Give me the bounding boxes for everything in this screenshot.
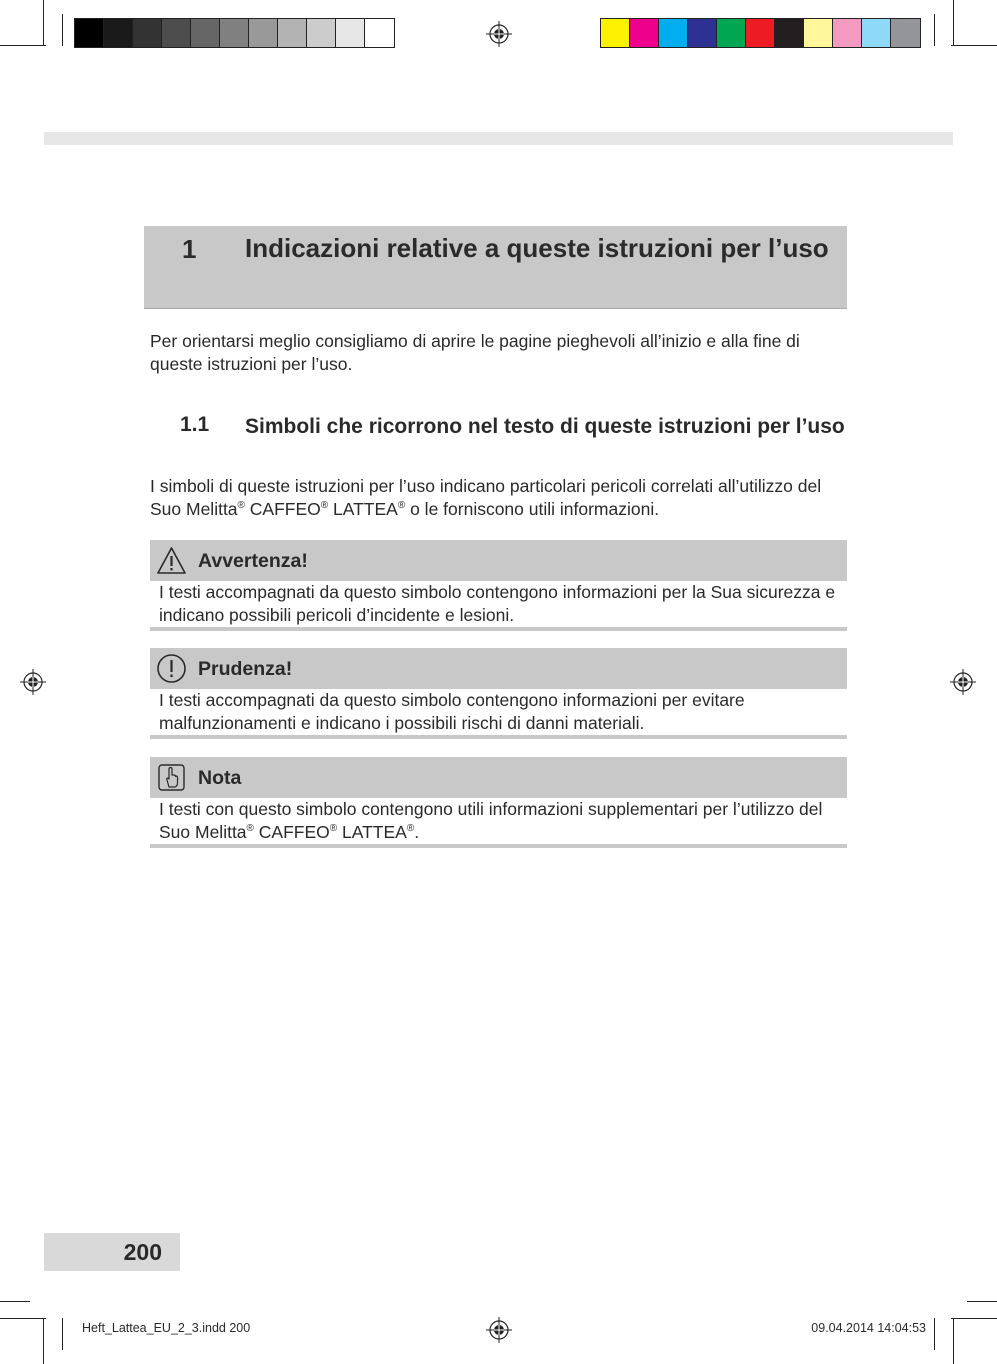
color-swatch	[162, 19, 191, 47]
color-swatch	[775, 19, 804, 47]
color-swatch	[862, 19, 891, 47]
color-swatch	[891, 19, 920, 47]
grayscale-color-bar	[74, 18, 395, 48]
registered-mark: ®	[320, 500, 329, 511]
intro-paragraph: Per orientarsi meglio consigliamo di aprire le pagine pieghevoli all’inizio e alla fine di queste istruzioni per l’uso.	[150, 331, 800, 374]
caution-notice	[150, 648, 847, 739]
registered-mark: ®	[246, 823, 254, 834]
crop-mark	[951, 1318, 997, 1319]
color-swatch	[104, 19, 133, 47]
text-run: LATTEA	[337, 822, 407, 842]
color-swatch	[220, 19, 249, 47]
notice-divider	[150, 627, 847, 631]
registered-mark: ®	[406, 823, 415, 834]
registration-mark-icon	[486, 21, 512, 47]
crop-mark	[934, 1318, 935, 1350]
color-swatch	[278, 19, 307, 47]
crop-mark	[951, 45, 997, 46]
notice-header	[150, 757, 847, 798]
notice-header	[150, 648, 847, 689]
notice-header	[150, 540, 847, 581]
crop-mark	[953, 0, 954, 46]
color-swatch	[307, 19, 336, 47]
hand-pointer-icon	[156, 762, 187, 793]
crop-mark	[953, 1318, 954, 1364]
color-swatch	[249, 19, 278, 47]
notice-text	[150, 798, 847, 844]
chapter-number: 1	[182, 234, 197, 264]
color-swatch	[804, 19, 833, 47]
color-swatch	[833, 19, 862, 47]
section-title: Simboli che ricorrono nel testo di queste istruzioni per l’uso	[245, 415, 845, 438]
color-swatch	[133, 19, 162, 47]
section-paragraph	[150, 475, 847, 521]
notice-label: Nota	[198, 767, 242, 789]
color-swatch	[601, 19, 630, 47]
color-swatch	[336, 19, 365, 47]
notice-text: I testi accompagnati da questo simbolo contengono informazioni per evitare malfunzionamenti e indicano i possibili rischi di danni materiali.	[159, 690, 745, 733]
warning-triangle-icon	[156, 545, 187, 576]
notice-divider	[150, 735, 847, 739]
slug-datetime: 09.04.2014 14:04:53	[811, 1321, 926, 1335]
color-swatch	[630, 19, 659, 47]
notice-label: Avvertenza!	[198, 550, 308, 572]
color-swatch	[746, 19, 775, 47]
registration-mark-icon	[486, 1317, 512, 1343]
registered-mark: ®	[237, 500, 245, 511]
color-swatch	[365, 19, 394, 47]
crop-mark	[0, 1318, 46, 1319]
color-swatch	[75, 19, 104, 47]
exclamation-circle-icon	[156, 653, 187, 684]
process-color-bar	[600, 18, 921, 48]
registration-mark-icon	[950, 669, 976, 695]
registered-mark: ®	[397, 500, 406, 511]
text-run: o le forniscono utili informazioni.	[405, 499, 660, 519]
crop-mark	[967, 1301, 997, 1302]
page-number: 200	[123, 1239, 162, 1265]
crop-mark	[43, 0, 44, 46]
text-run: .	[414, 822, 420, 842]
slug-filename: Heft_Lattea_EU_2_3.indd 200	[82, 1321, 251, 1335]
notice-label: Prudenza!	[198, 658, 293, 680]
header-bar	[44, 132, 953, 145]
chapter-title: Indicazioni relative a queste istruzioni per l’uso	[245, 233, 829, 263]
color-swatch	[717, 19, 746, 47]
chapter-heading	[144, 226, 847, 309]
text-run: I simboli di queste istruzioni per l’uso indicano particolari pericoli correlati all’utilizzo del Suo Melitta	[150, 476, 822, 519]
text-run: CAFFEO	[253, 822, 330, 842]
notice-text: I testi accompagnati da questo simbolo contengono informazioni per la Sua sicurezza e indicano possibili pericoli d’incidente e lesioni.	[159, 582, 836, 625]
crop-mark	[934, 14, 935, 46]
text-run: LATTEA	[328, 499, 398, 519]
crop-mark	[43, 1318, 44, 1364]
notice-divider	[150, 844, 847, 848]
crop-mark	[62, 1318, 63, 1350]
registered-mark: ®	[329, 823, 338, 834]
color-swatch	[191, 19, 220, 47]
warning-notice	[150, 540, 847, 631]
crop-mark	[0, 1301, 30, 1302]
note-notice	[150, 757, 847, 848]
color-swatch	[688, 19, 717, 47]
crop-mark	[0, 45, 46, 46]
page-number-box	[44, 1233, 180, 1271]
registration-mark-icon	[20, 669, 46, 695]
crop-mark	[62, 14, 63, 46]
text-run: CAFFEO	[244, 499, 321, 519]
text-run: I testi con questo simbolo contengono utili informazioni supplementari per l’utilizzo del Suo Melitta	[159, 799, 823, 842]
section-number: 1.1	[180, 413, 210, 436]
color-swatch	[659, 19, 688, 47]
